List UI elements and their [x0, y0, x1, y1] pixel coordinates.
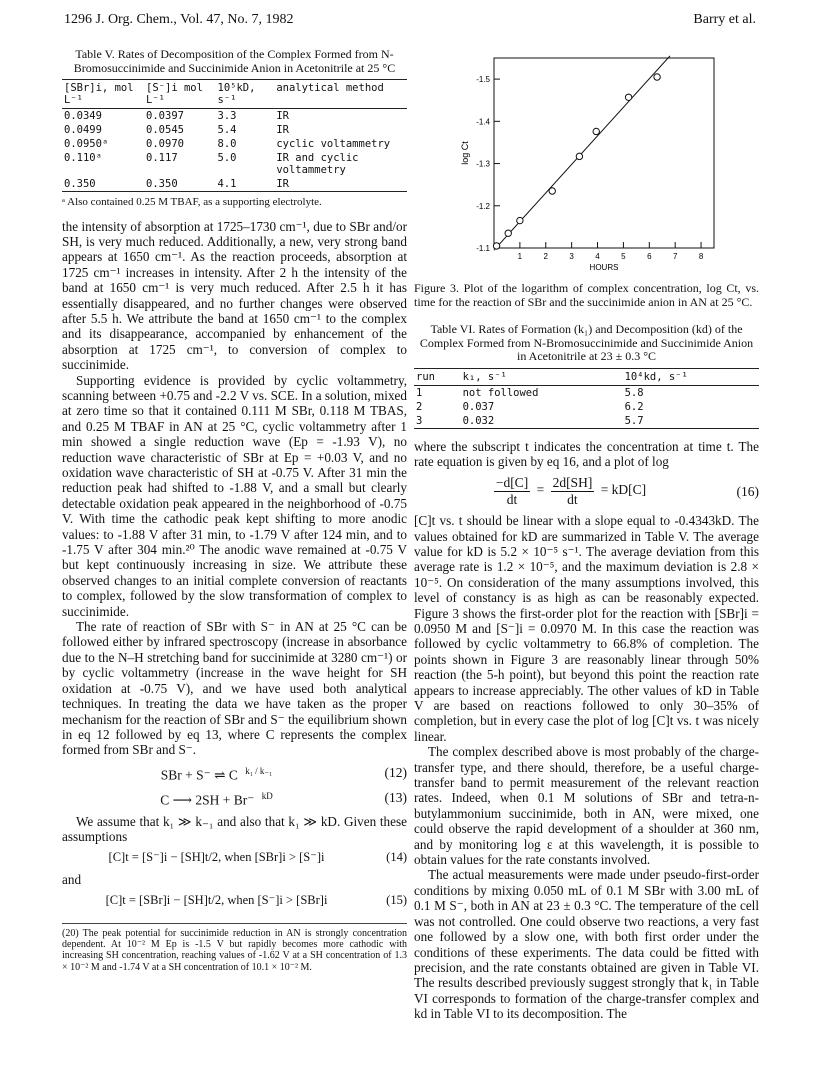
table6-header-1: k₁, s⁻¹ [461, 368, 623, 385]
data-point [549, 188, 555, 194]
table6-header-0: run [414, 368, 461, 385]
table5-header-2: 10⁵kD, s⁻¹ [216, 80, 275, 109]
plot-frame [494, 58, 714, 248]
table6-cell: 0.037 [462, 400, 495, 413]
right-paragraph-4: The actual measurements were made under pseudo-first-order conditions by mixing 0.050 mL of 0.1 M SBr with 3.00 mL of 0.1 M S⁻, both in AN at 23 ± 0.3 °C. The temperature of the cell was not controlled. One could observe two reactions, a very fast one followed by a slow one, with both first order under the conditions of these experiments. The data could be fitted with precision, and the rate constants obtained are given in Table VI. The results described previously suggest strongly that k₁ in Table VI corresponds to formation of the charge-transfer complex and kd in Table VI to its decomposition. The [414, 867, 759, 1022]
data-point [505, 230, 511, 236]
equation-16: $\frac{-d[C]}{dt}$ = $\frac{2d[SH]}{dt}$ = kD[C] (16) [495, 475, 759, 507]
figure3-plot [414, 48, 759, 276]
table6-cell: 3 [414, 414, 461, 429]
data-point [593, 128, 599, 134]
eq16-frac2-num: 2d[SH] [552, 475, 593, 491]
eq13-text: C ⟶ 2SH + Br⁻ [160, 792, 255, 808]
table5-row [62, 137, 407, 151]
eq13-number: (13) [384, 790, 407, 806]
table5-cell: IR and cyclic voltammetry [276, 152, 359, 176]
table6-cell: 5.8 [624, 386, 644, 399]
table6-row [414, 400, 759, 414]
eq12-rate-constants: k₁ / k₋₁ [245, 765, 273, 776]
x-tick-label: 6 [647, 252, 652, 261]
equation-12 [62, 764, 407, 783]
table5-cell: 4.1 [216, 177, 275, 192]
left-column [62, 48, 407, 973]
eq14-text: [C]t = [S⁻]i − [SH]t/2, when [SBr]i > [S⁻]i [108, 850, 325, 865]
table5-cell: 0.0970 [146, 138, 184, 150]
page-journal-ref: 1296 J. Org. Chem., Vol. 47, No. 7, 1982 [64, 12, 294, 27]
data-point [517, 217, 523, 223]
table5 [62, 79, 407, 192]
table6-row [414, 385, 759, 400]
equation-15 [62, 893, 407, 908]
table5-cell: 0.350 [62, 177, 144, 192]
table6-caption: Table VI. Rates of Formation (k₁) and Decomposition (kd) of the Complex Formed from N-Bromosuccinimide and Succinimide Anion in Acetonitrile at 23 ± 0.3 °C [419, 322, 754, 363]
table5-cell: 8.0 [217, 138, 237, 150]
right-paragraph-3: The complex described above is most probably of the charge-transfer type, and there should, therefore, be a useful charge-transfer band to permit measurement of the relevant reaction rates. Indeed, when 0.1 M solutions of SBr and tetra-n-butylammonium succinimide, both in AN, were mixed, one could observe the rapid development of a shoulder at 360 nm, and by monitoring log ε at this wavelength, it is possible to obtain values for the rate constants involved. [414, 744, 759, 868]
equation-13 [62, 789, 407, 808]
eq16-rhs: = kD[C] [600, 482, 647, 498]
table5-cell: 0.0499 [64, 124, 102, 136]
eq13-rate-constant: kD [261, 790, 273, 801]
table5-header-0: [SBr]i, mol L⁻¹ [62, 80, 144, 109]
page-authors: Barry et al. [693, 12, 756, 27]
y-tick-label: -1.2 [476, 201, 490, 211]
eq12-text: SBr + S⁻ ⇌ C [160, 767, 238, 783]
y-tick-label: -1.3 [476, 159, 490, 169]
table6-cell: not followed [462, 386, 539, 399]
table6-row [414, 414, 759, 429]
eq16-frac1-num: −d[C] [495, 475, 529, 491]
table6-cell: 1 [416, 386, 423, 399]
y-tick-label: -1.1 [476, 244, 490, 253]
table5-header-3: analytical method [274, 80, 407, 109]
and-word: and [62, 871, 82, 887]
table6-header-2: 10⁴kd, s⁻¹ [623, 368, 759, 385]
table5-row [62, 123, 407, 137]
table6 [414, 368, 759, 429]
left-paragraph-1: the intensity of absorption at 1725–1730 cm⁻¹, due to SBr and/or SH, is very much reduced. Additionally, a new, very strong band appears at 1650 cm⁻¹. As the reaction proceeds, absorption at 1725 cm⁻¹ increases in intensity. After 2 h the intensity of the band at 1650 cm⁻¹ is very much reduced. After 2.5 h it has essentially disappeared, and no further changes were observed after 5.5 h. We attribute the band at 1650 cm⁻¹ to the complex and its disappearance, accompanied by enhancement of the absorption at 1725 cm⁻¹, to conversion of complex to succinimide. [62, 218, 407, 373]
table5-caption: Table V. Rates of Decomposition of the Complex Formed from N-Bromosuccinimide and Succinimide Anion in Acetonitrile at 25 °C [73, 47, 396, 75]
equation-14 [62, 850, 407, 865]
table5-header-1: [S⁻]i mol L⁻¹ [144, 80, 215, 109]
table5-cell: 0.110ᵃ [64, 152, 102, 164]
page-header [64, 12, 756, 32]
table5-row [62, 177, 407, 192]
x-tick-label: 7 [672, 252, 678, 261]
table6-cell: 0.032 [461, 414, 623, 429]
table5-note: ᵃ Also contained 0.25 M TBAF, as a supporting electrolyte. [62, 196, 322, 208]
left-paragraph-4: We assume that k₁ ≫ k₋₁ and also that k₁ ≫ kD. Given these assumptions [62, 813, 407, 844]
table5-cell: IR [274, 177, 407, 192]
y-axis-label: log Ct [460, 141, 470, 165]
right-paragraph-1: where the subscript t indicates the concentration at time t. The rate equation is given by eq 16, and a plot of log [414, 438, 759, 469]
table5-row [62, 109, 407, 124]
data-point [576, 153, 582, 159]
figure3 [414, 48, 759, 276]
table5-cell: 0.0545 [146, 124, 184, 136]
x-tick-label: 8 [698, 252, 704, 261]
data-point [654, 74, 660, 80]
figure3-caption: Figure 3. Plot of the logarithm of complex concentration, log Ct, vs. time for the reaction of SBr and the succinimide anion in AN at 25 °C. [414, 281, 759, 309]
x-tick-label: 2 [543, 252, 548, 261]
table5-cell: IR [276, 124, 289, 136]
table5-cell: 0.0950ᵃ [64, 138, 109, 150]
table5-cell: 5.0 [217, 152, 237, 164]
table5-cell: 0.117 [146, 152, 178, 164]
x-tick-label: 1 [517, 252, 523, 261]
x-tick-label: 4 [595, 252, 600, 261]
table5-cell: 0.0349 [64, 110, 102, 122]
right-column [414, 48, 759, 1022]
table5-cell: 5.4 [217, 124, 237, 136]
table6-cell: 5.7 [623, 414, 759, 429]
eq16-frac2-den: dt [567, 491, 578, 507]
table5-cell: cyclic voltammetry [276, 138, 391, 150]
data-point [493, 243, 499, 249]
eq14-number: (14) [386, 850, 407, 865]
y-tick-label: -1.5 [476, 75, 490, 85]
table5-cell: IR [276, 110, 289, 122]
y-tick-label: -1.4 [476, 117, 490, 127]
footnote-20: (20) The peak potential for succinimide reduction in AN is strongly concentration dependent. At 10⁻² M Ep is -1.5 V but rapidly becomes more cathodic with increasing SH concentration, reaching values of -1.62 V at a SH concentration of 1.3 × 10⁻² M and -1.74 V at a SH concentration of 10.1 × 10⁻² M. [62, 923, 407, 974]
table6-cell: 6.2 [624, 400, 644, 413]
table5-cell: 3.3 [217, 110, 237, 122]
left-paragraph-2: Supporting evidence is provided by cyclic voltammetry, scanning between +0.75 and -2.2 V vs. SCE. In a solution, mixed at zero time so that it contained 0.111 M SBr, 0.118 M TBAS, and 0.25 M TBAF in AN at 25 °C, cyclic voltammetry after 1 min showed a single reduction wave (Ep = -1.93 V), no reduction wave characteristic of SBr at Ep = +0.03 V, and no oxidation wave characteristic of SH at -0.75 V. After 31 min the reduction peak had shifted to -1.88 V, and a small but clearly detectable oxidation peak appeared in the neighborhood of -0.75 V. With time the cathodic peak kept shifting to more anodic values: to -1.88 V after 31 min, to -1.79 V after 124 min, and to -1.75 V after 304 min.²⁰ The anodic wave remained at -0.75 V but kept continuously increasing in size. We attribute these observed changes to an initial complete conversion of reactants to complex, followed by the slow transformation of complex to succinimide. [62, 372, 407, 619]
table5-cell: 0.0397 [146, 110, 184, 122]
x-tick-label: 5 [621, 252, 626, 261]
table5-row [62, 151, 407, 177]
eq15-text: [C]t = [SBr]i − [SH]t/2, when [S⁻]i > [SBr]i [105, 893, 328, 908]
table6-cell: 2 [416, 400, 423, 413]
data-point [625, 94, 631, 100]
eq16-frac1-den: dt [506, 491, 518, 507]
table5-cell: 0.350 [144, 177, 215, 192]
x-axis-label: HOURS [589, 263, 619, 272]
eq12-number: (12) [384, 765, 407, 781]
eq15-number: (15) [386, 893, 407, 908]
right-paragraph-2: [C]t vs. t should be linear with a slope equal to -0.4343kD. The values obtained for kD are summarized in Table V. The average value for kD is 5.2 × 10⁻⁵ s⁻¹. The average deviation from this average rate is 1.2 × 10⁻⁵, and the maximum deviation is 2.8 × 10⁻⁵. On consideration of the many assumptions involved, this level of constancy is as high as can be reasonably expected. Figure 3 shows the first-order plot for the reaction with [SBr]i = 0.0950 M and [S⁻]i = 0.0970 M. In this case the reaction was followed by cyclic voltammetry to 66.8% of completion. The points shown in Figure 3 are reasonably linear through 50% reaction (the 5-h point), but beyond this point the reaction rate appears to increase appreciably. The other values of kD in Table V are based on reactions followed to only 30–35% of completion, but in every case the plot of log [C]t vs. t was nicely linear. [414, 513, 759, 744]
x-tick-label: 3 [569, 252, 574, 261]
left-paragraph-3: The rate of reaction of SBr with S⁻ in AN at 25 °C can be followed either by infrared spectroscopy (increase in absorbance due to the N–H stretching band for succinimide at 3280 cm⁻¹) or by cyclic voltammetry (increase in the wave height for SH oxidation at -0.75 V), and we have used both analytical techniques. In treating the data we have taken as the proper mechanism for the reaction of SBr and S⁻ the equilibrium shown in eq 12 followed by eq 13, where C represents the complex formed from SBr and S⁻. [62, 619, 407, 758]
eq16-number: (16) [736, 483, 759, 499]
